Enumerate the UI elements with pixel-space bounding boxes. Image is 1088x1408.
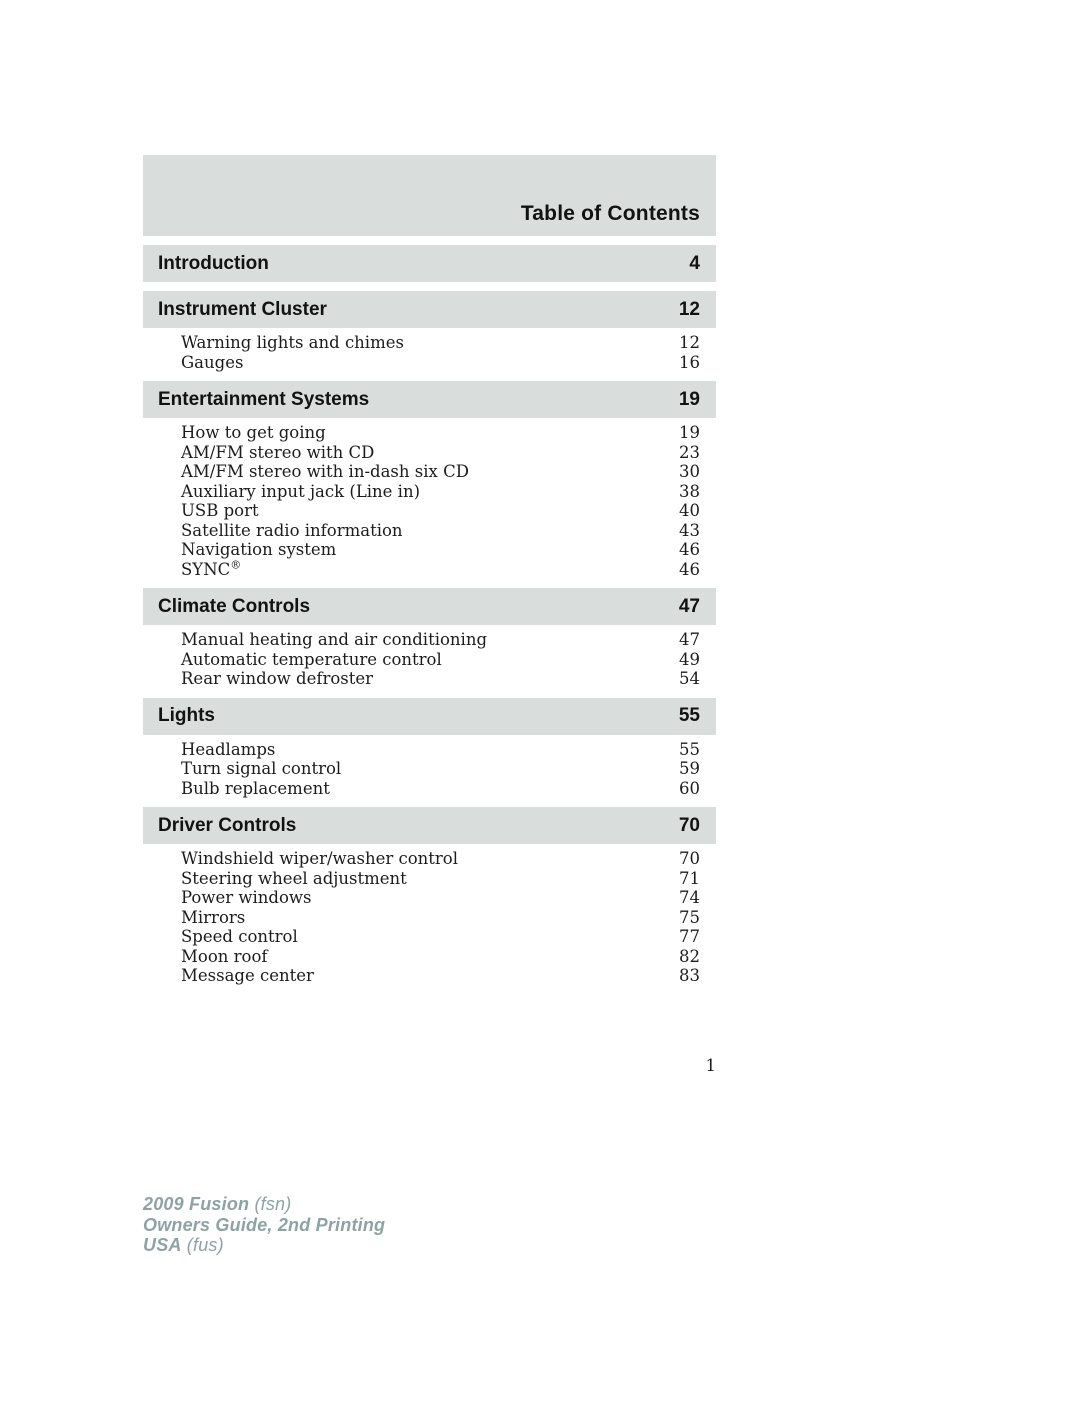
- toc-entry-label: AM/FM stereo with CD: [181, 442, 375, 462]
- toc-entry-label: Automatic temperature control: [181, 649, 442, 669]
- toc-entry-page: 43: [679, 520, 700, 540]
- toc-entry: [181, 501, 700, 521]
- toc-entry-label: Navigation system: [181, 540, 337, 559]
- toc-entry-page: 77: [679, 927, 700, 946]
- toc-entry-label: USB port: [181, 501, 259, 520]
- toc-entry: [181, 927, 700, 947]
- toc-entry-page: 30: [679, 462, 700, 481]
- table-of-contents: [143, 155, 716, 986]
- toc-entry-label: Turn signal control: [181, 759, 342, 778]
- toc-entry: [181, 849, 700, 869]
- toc-entry-page: 46: [679, 559, 700, 579]
- toc-entry-label: Power windows: [181, 888, 312, 907]
- footer-line-bold: Owners Guide, 2nd Printing: [143, 1214, 386, 1235]
- toc-entry-page: 23: [679, 442, 700, 462]
- section-header-climate-controls: [143, 588, 716, 625]
- registered-mark: ®: [230, 558, 242, 571]
- section-label: Driver Controls: [158, 814, 297, 836]
- section-items-lights: [143, 735, 716, 799]
- toc-entry-page: 49: [679, 649, 700, 669]
- toc-entry: [181, 966, 700, 986]
- section-page: 19: [678, 388, 700, 410]
- toc-entry: [181, 443, 700, 463]
- footer-line-bold: 2009 Fusion: [143, 1194, 250, 1214]
- section-page: 70: [678, 814, 700, 836]
- toc-entry-label: Headlamps: [181, 739, 276, 759]
- toc-entry-page: 12: [679, 333, 700, 352]
- toc-entry-page: 16: [679, 352, 700, 372]
- section-header-introduction: [143, 245, 716, 282]
- toc-entry-label: Message center: [181, 966, 314, 985]
- section-items-climate-controls: [143, 625, 716, 689]
- toc-entry: [181, 333, 700, 353]
- toc-header-block: [143, 155, 716, 236]
- toc-entry: [181, 759, 700, 779]
- toc-entry: [181, 888, 700, 908]
- toc-entry: [181, 740, 700, 760]
- toc-entry-label: Warning lights and chimes: [181, 333, 404, 352]
- toc-entry-label: Rear window defroster: [181, 669, 374, 688]
- toc-entry-label: How to get going: [181, 423, 326, 442]
- toc-entry-page: 83: [679, 966, 700, 985]
- toc-entry-page: 60: [679, 778, 700, 798]
- toc-entry-label: SYNC®: [181, 558, 242, 579]
- footer-line: [143, 1215, 385, 1236]
- toc-title: Table of Contents: [520, 202, 700, 225]
- toc-entry-label: Bulb replacement: [181, 778, 330, 798]
- toc-entry: [181, 540, 700, 560]
- toc-entry: [181, 869, 700, 889]
- toc-entry-page: 46: [679, 540, 700, 559]
- section-items-instrument-cluster: [143, 328, 716, 372]
- toc-entry-label: AM/FM stereo with in-dash six CD: [181, 462, 469, 481]
- toc-entry-label: Speed control: [181, 927, 298, 946]
- toc-entry-label: Windshield wiper/washer control: [181, 849, 459, 868]
- toc-entry: [181, 482, 700, 502]
- footer-line-normal: (fsn): [249, 1194, 292, 1214]
- footer-line: [143, 1194, 385, 1215]
- toc-entry: [181, 560, 700, 580]
- section-label: Entertainment Systems: [158, 388, 370, 410]
- section-header-lights: [143, 698, 716, 735]
- toc-entry-page: 59: [679, 759, 700, 778]
- section-items-entertainment-systems: [143, 418, 716, 579]
- toc-entry: [181, 462, 700, 482]
- section-page: 12: [678, 298, 700, 320]
- section-page: 4: [689, 252, 700, 274]
- toc-entry: [181, 521, 700, 541]
- toc-entry: [181, 630, 700, 650]
- toc-entry-label: Auxiliary input jack (Line in): [181, 481, 421, 501]
- footer-line-normal: (fus): [181, 1235, 224, 1255]
- section-page: 47: [678, 595, 700, 617]
- toc-entry-page: 55: [679, 739, 700, 759]
- toc-entry-page: 19: [679, 423, 700, 442]
- section-label: Introduction: [158, 252, 269, 274]
- toc-entry-page: 70: [679, 849, 700, 868]
- toc-entry-page: 75: [679, 907, 700, 927]
- section-page: 55: [678, 705, 700, 726]
- section-header-instrument-cluster: [143, 291, 716, 328]
- toc-entry-page: 40: [679, 501, 700, 520]
- section-header-entertainment-systems: [143, 381, 716, 418]
- section-label: Lights: [158, 705, 215, 726]
- toc-entry-page: 74: [679, 888, 700, 907]
- section-label: Instrument Cluster: [158, 298, 327, 320]
- toc-entry: [181, 650, 700, 670]
- footer-line-bold: USA: [143, 1235, 182, 1255]
- toc-entry-label: Manual heating and air conditioning: [181, 630, 488, 649]
- toc-entry-page: 38: [679, 481, 700, 501]
- toc-entry: [181, 908, 700, 928]
- toc-entry: [181, 423, 700, 443]
- section-items-driver-controls: [143, 844, 716, 986]
- toc-entry: [181, 779, 700, 799]
- toc-entry: [181, 353, 700, 373]
- toc-entry: [181, 669, 700, 689]
- toc-sections: [143, 245, 716, 986]
- toc-entry-page: 71: [679, 868, 700, 888]
- footer-line: [143, 1235, 385, 1256]
- toc-entry-label: Mirrors: [181, 907, 246, 927]
- section-label: Climate Controls: [158, 595, 311, 617]
- toc-entry-label: Steering wheel adjustment: [181, 868, 407, 888]
- toc-entry-page: 54: [679, 669, 700, 688]
- footer: [143, 1194, 385, 1256]
- toc-entry-label: Satellite radio information: [181, 520, 403, 540]
- toc-entry-page: 47: [679, 630, 700, 649]
- page-number: 1: [705, 1056, 716, 1075]
- section-header-driver-controls: [143, 807, 716, 844]
- toc-entry-label: Gauges: [181, 352, 244, 372]
- toc-entry: [181, 947, 700, 967]
- toc-entry-label: Moon roof: [181, 946, 268, 966]
- toc-entry-page: 82: [679, 946, 700, 966]
